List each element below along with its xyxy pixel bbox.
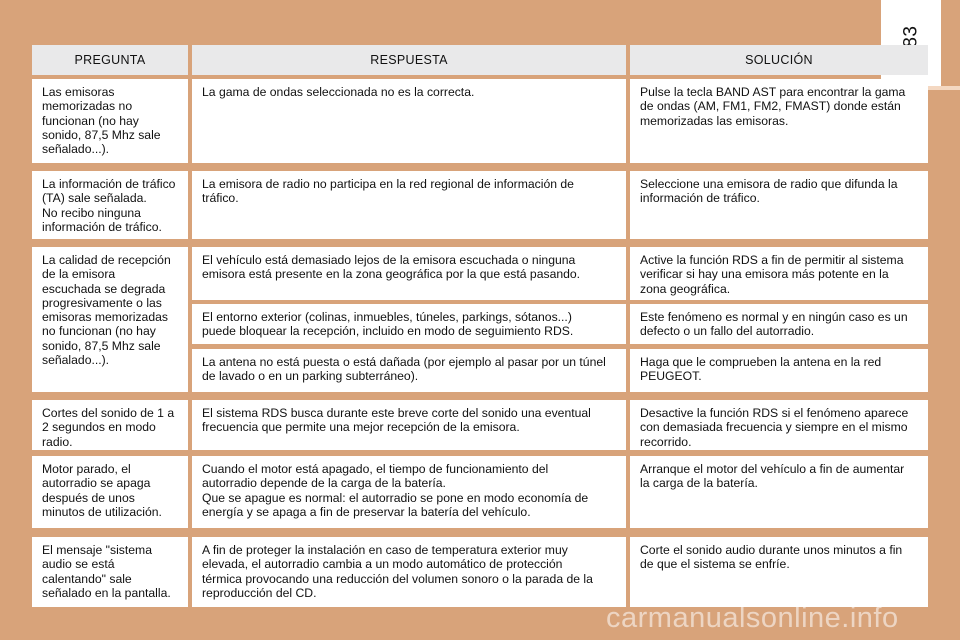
solution-cell: Desactive la función RDS si el fenómeno aparece con demasiada frecuencia y siempre en el mismo recorrido. xyxy=(630,400,928,450)
answer-cell: El sistema RDS busca durante este breve corte del sonido una eventual frecuencia que permite una mejor recepción de la emisora. xyxy=(192,400,626,450)
answer-cell: A fin de proteger la instalación en caso de temperatura exterior muy elevada, el autorradio cambia a un modo automático de protección térmica provocando una reducción del volumen sonoro o la parada de la reproducción del CD. xyxy=(192,537,626,607)
answer-cell: La antena no está puesta o está dañada (por ejemplo al pasar por un túnel de lavado o en un parking subterráneo). xyxy=(192,349,626,392)
solution-cell: Corte el sonido audio durante unos minutos a fin de que el sistema se enfríe. xyxy=(630,537,928,607)
watermark: carmanualsonline.info xyxy=(606,602,899,634)
solution-cell: Este fenómeno es normal y en ningún caso es un defecto o un fallo del autorradio. xyxy=(630,304,928,344)
answer-cell: El vehículo está demasiado lejos de la emisora escuchada o ninguna emisora está presente en la zona geográfica por la que está pasando. xyxy=(192,247,626,300)
header-solution: SOLUCIÓN xyxy=(630,45,928,75)
question-cell: La información de tráfico (TA) sale señalada. No recibo ninguna información de tráfico. xyxy=(32,171,188,239)
question-cell: El mensaje "sistema audio se está calentando" sale señalado en la pantalla. xyxy=(32,537,188,607)
answer-cell: La gama de ondas seleccionada no es la correcta. xyxy=(192,79,626,163)
header-answer: RESPUESTA xyxy=(192,45,626,75)
solution-cell: Active la función RDS a fin de permitir al sistema verificar si hay una emisora más potente en la zona geográfica. xyxy=(630,247,928,300)
question-cell: La calidad de recepción de la emisora escuchada se degrada progresivamente o las emisoras memorizadas no funcionan (no hay sonido, 87,5 Mhz sale señalado...). xyxy=(32,247,188,392)
question-cell: Cortes del sonido de 1 a 2 segundos en modo radio. xyxy=(32,400,188,450)
answer-cell: El entorno exterior (colinas, inmuebles, túneles, parkings, sótanos...) puede bloquear la recepción, incluido en modo de seguimiento RDS. xyxy=(192,304,626,344)
answer-cell: La emisora de radio no participa en la red regional de información de tráfico. xyxy=(192,171,626,239)
question-cell: Motor parado, el autorradio se apaga después de unos minutos de utilización. xyxy=(32,456,188,528)
solution-cell: Arranque el motor del vehículo a fin de aumentar la carga de la batería. xyxy=(630,456,928,528)
header-question: PREGUNTA xyxy=(32,45,188,75)
question-cell: Las emisoras memorizadas no funcionan (no hay sonido, 87,5 Mhz sale señalado...). xyxy=(32,79,188,163)
solution-cell: Haga que le comprueben la antena en la red PEUGEOT. xyxy=(630,349,928,392)
solution-cell: Pulse la tecla BAND AST para encontrar la gama de ondas (AM, FM1, FM2, FMAST) donde están memorizadas las emisoras. xyxy=(630,79,928,163)
solution-cell: Seleccione una emisora de radio que difunda la información de tráfico. xyxy=(630,171,928,239)
answer-cell: Cuando el motor está apagado, el tiempo de funcionamiento del autorradio depende de la carga de la batería. Que se apague es normal: el autorradio se pone en modo economía de energía y se apaga a fin de preservar la batería del vehículo. xyxy=(192,456,626,528)
